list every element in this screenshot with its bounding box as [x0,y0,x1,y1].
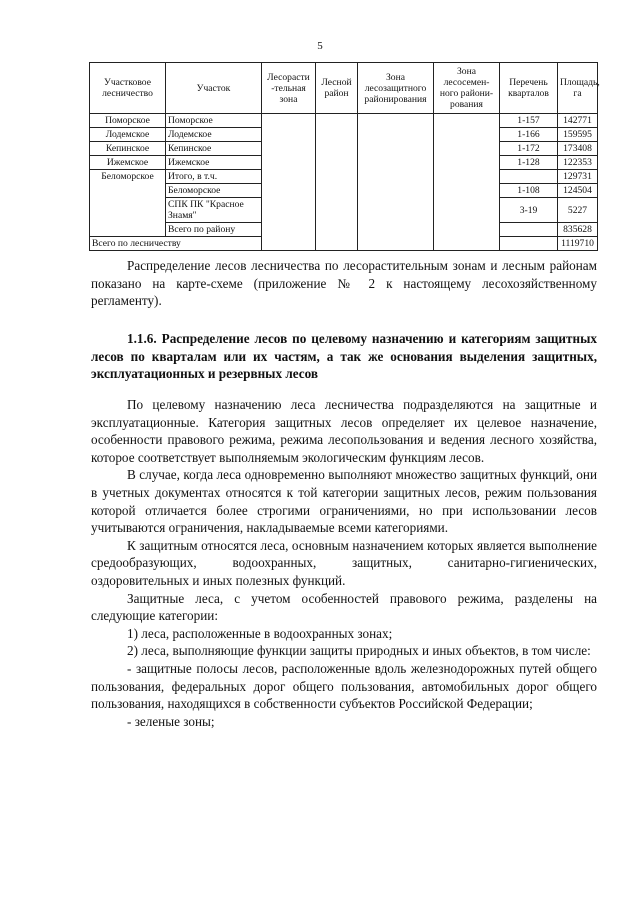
total-area-cell: 1119710 [558,237,598,251]
section-cell: СПК ПК "Красное Знамя" [166,198,262,223]
table-row [90,114,598,128]
distribution-paragraph-block [91,257,597,310]
paragraph-categories: Защитные леса, с учетом особенностей правового режима, разделены на следующие категории: [91,590,597,624]
quarters-cell: 3-19 [500,198,558,223]
seed-zone-cell [434,114,500,251]
header-district: Участковое лесничество [90,63,166,114]
district-cell: Ижемское [90,156,166,170]
section-cell: Всего по району [166,223,262,237]
list-item: 2) леса, выполняющие функции защиты природных и иных объектов, в том числе: [127,643,591,659]
sub-list-item: - защитные полосы лесов, расположенные вдоль железнодорожных путей общего пользования, федеральных дорог общего пользования, автомобильных дорог общего пользования, находящихся в собственности субъектов Российской Федерации; [91,660,597,712]
section-heading: 1.1.6. Распределение лесов по целевому назначению и категориям защитных лесов по кварталам или их частям, а так же основания выделения защитных, эксплуатационных и резервных лесов [91,331,597,382]
header-quarters: Перечень кварталов [500,63,558,114]
forestry-area-table [89,62,598,251]
header-section: Участок [166,63,262,114]
section-cell: Поморское [166,114,262,128]
distribution-paragraph: Распределение лесов лесничества по лесорастительным зонам и лесным районам показано на карте-схеме (приложение № 2 к настоящему лесохозяйственному регламенту). [91,258,597,309]
quarters-cell: 1-172 [500,142,558,156]
quarters-cell [500,170,558,184]
section-cell: Беломорское [166,184,262,198]
district-cell: Поморское [90,114,166,128]
district-cell: Кепинское [90,142,166,156]
area-cell: 5227 [558,198,598,223]
district-cell: Беломорское [90,170,166,237]
section-cell: Лодемское [166,128,262,142]
quarters-cell [500,237,558,251]
section-heading-block [91,330,597,383]
section-cell: Кепинское [166,142,262,156]
header-area: Площадь, га [558,63,598,114]
quarters-cell [500,223,558,237]
quarters-cell: 1-157 [500,114,558,128]
protection-zone-cell [358,114,434,251]
total-label-cell: Всего по лесничеству [90,237,262,251]
quarters-cell: 1-128 [500,156,558,170]
header-protection-zone: Зона лесозащитного районирования [358,63,434,114]
page-number: 5 [317,40,323,52]
paragraph-multiple-functions: В случае, когда леса одновременно выполняют множество защитных функций, они в учетных документах относятся к той категории защитных лесов, режим пользования которой отличается более строгими ограничениями, но при использовании лесов учитываются ограничения, накладываемые всеми категориями. [91,467,597,536]
area-cell: 835628 [558,223,598,237]
paragraph-purpose: По целевому назначению леса лесничества подразделяются на защитные и эксплуатационные. Категория защитных лесов определяет их целевое назначение, особенности правового режима, режима лесопользования и ведения лесного хозяйства, которое соответствует выполняемым экологическим функциям лесов. [91,397,597,465]
section-cell: Итого, в т.ч. [166,170,262,184]
header-seed-zone: Зона лесосемен-ного райони-рования [434,63,500,114]
area-cell: 122353 [558,156,598,170]
table-header-row [90,63,598,114]
header-forest-region: Лесной район [316,63,358,114]
area-cell: 142771 [558,114,598,128]
growth-zone-cell [262,114,316,251]
quarters-cell: 1-166 [500,128,558,142]
area-cell: 159595 [558,128,598,142]
quarters-cell: 1-108 [500,184,558,198]
header-growth-zone: Лесорасти -тельная зона [262,63,316,114]
area-cell: 124504 [558,184,598,198]
district-cell: Лодемское [90,128,166,142]
forest-region-cell [316,114,358,251]
area-cell: 129731 [558,170,598,184]
area-cell: 173408 [558,142,598,156]
body-text [91,396,597,730]
section-cell: Ижемское [166,156,262,170]
list-item: 1) леса, расположенные в водоохранных зонах; [127,625,393,641]
sub-list-item: - зеленые зоны; [127,713,215,729]
paragraph-protective-forests: К защитным относятся леса, основным назначением которых является выполнение средообразующих, водоохранных, защитных, санитарно-гигиенических, оздоровительных и иных полезных функций. [91,537,597,588]
